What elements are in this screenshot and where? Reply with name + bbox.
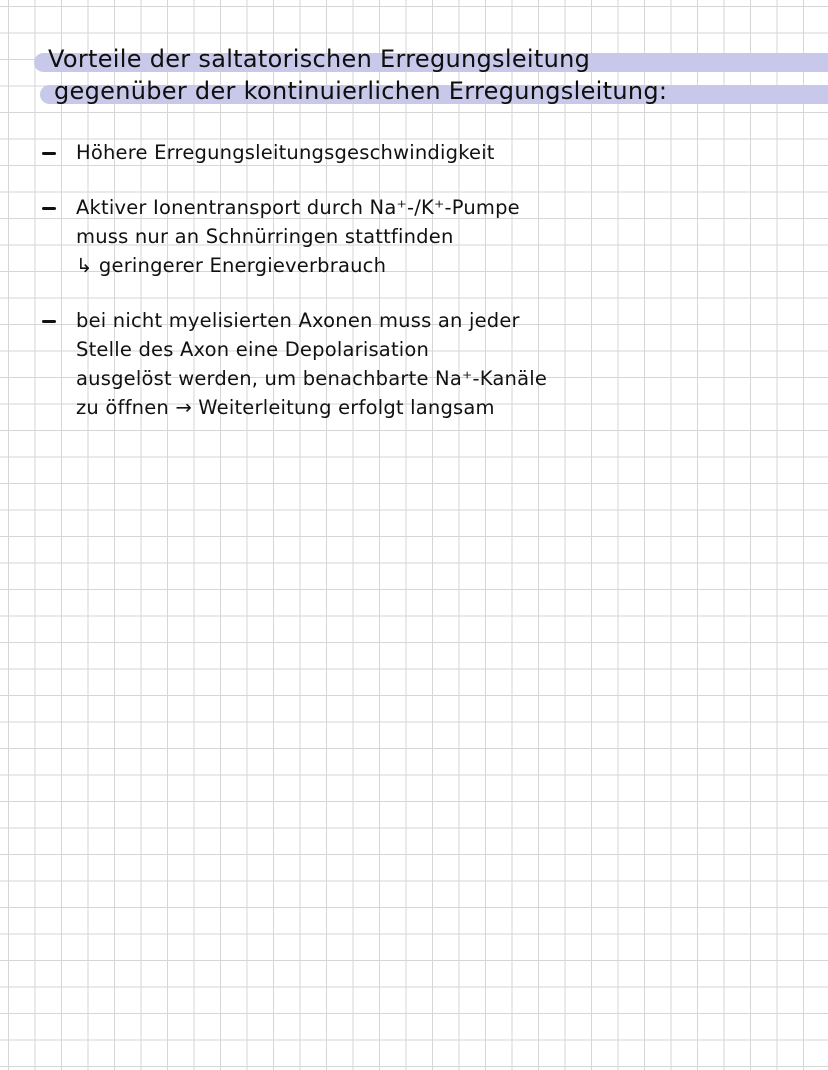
bullet-text: zu öffnen → Weiterleitung erfolgt langsam (76, 396, 495, 419)
bullet-text: bei nicht myelisierten Axonen muss an jeder (76, 309, 520, 332)
bullet-dash-icon (42, 207, 56, 210)
bullet-text: Aktiver Ionentransport durch Na⁺-/K⁺-Pumpe (76, 196, 520, 219)
title-line-2: gegenüber der kontinuierlichen Erregungsleitung: (40, 76, 828, 106)
bullet-dash-icon (42, 152, 56, 155)
bullet-text: ausgelöst werden, um benachbarte Na⁺-Kanäle (76, 367, 548, 390)
bullet-text: Höhere Erregungsleitungsgeschwindigkeit (76, 141, 495, 164)
bullet-item-ion-transport (42, 193, 802, 280)
bullet-item-unmyelinated (42, 306, 802, 422)
bullet-dash-icon (42, 320, 56, 323)
bullet-text: Stelle des Axon eine Depolarisation (76, 338, 430, 361)
title-line-1: Vorteile der saltatorischen Erregungsleitung (34, 44, 828, 74)
bullet-item-speed (42, 138, 802, 167)
bullet-subpoint: ↳ geringerer Energieverbrauch (76, 254, 387, 277)
page-title (34, 44, 828, 106)
bullet-text: muss nur an Schnürringen stattfinden (76, 225, 454, 248)
bullet-list (42, 138, 802, 448)
